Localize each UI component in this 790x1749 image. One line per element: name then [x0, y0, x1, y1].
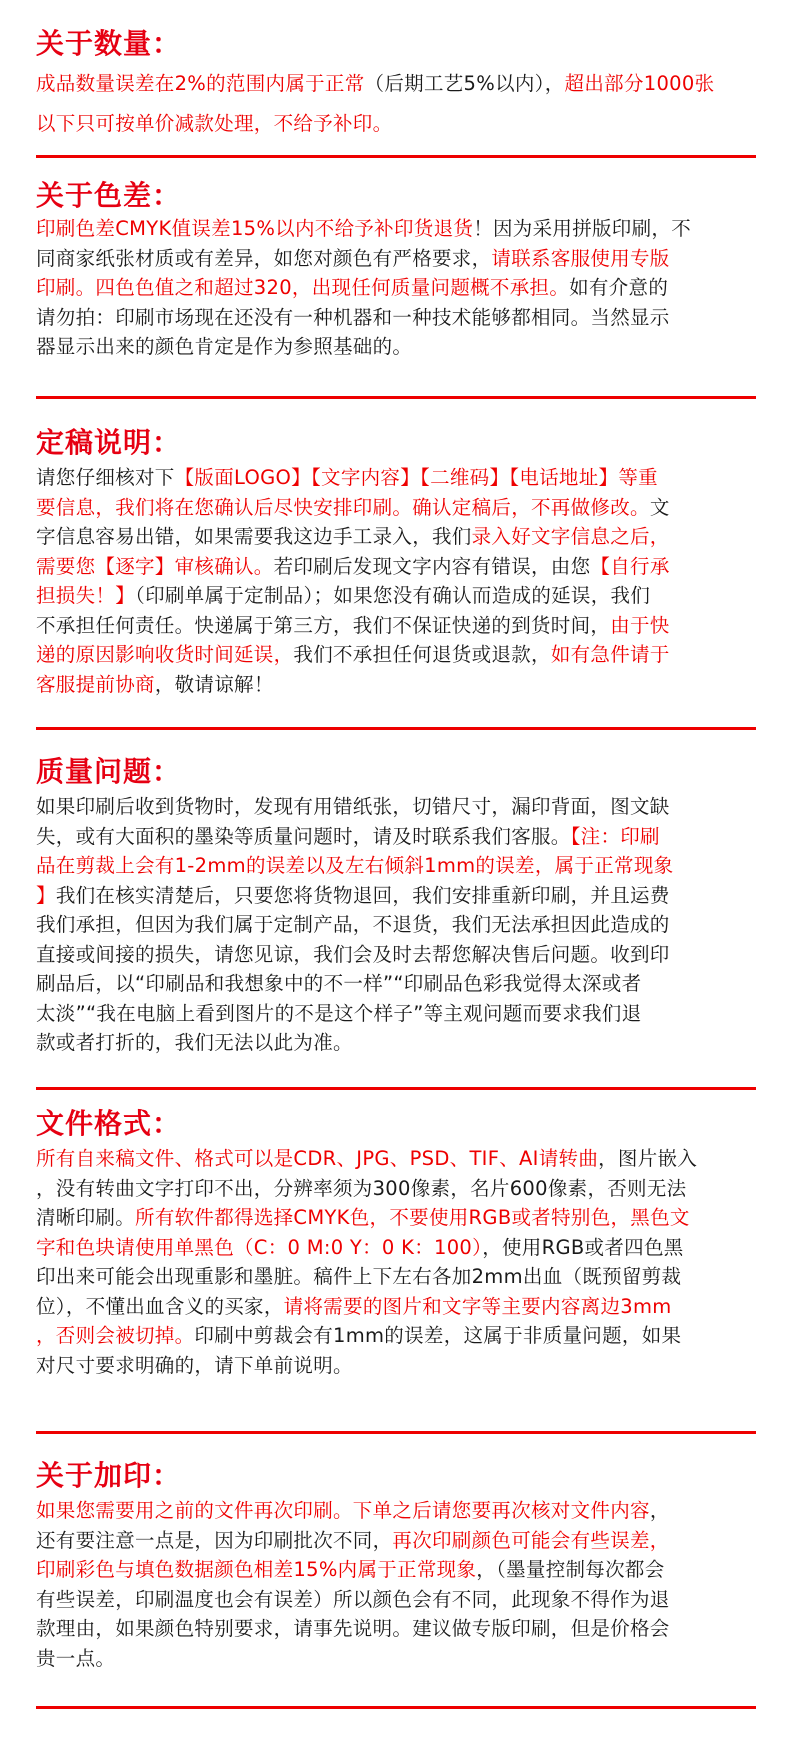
highlighted-text: 如果您需要用之前的文件再次印刷。下单之后请您要再次核对文件内容 — [36, 1499, 650, 1522]
text-line — [36, 1526, 756, 1556]
text-line — [36, 822, 756, 852]
section-body — [36, 64, 756, 144]
section-title: 关于加印： — [36, 1459, 182, 1492]
text-line — [36, 1174, 756, 1204]
text-line — [36, 1496, 756, 1526]
body-text: 如有介意的 — [569, 276, 669, 299]
text-line — [36, 273, 756, 303]
body-text: 我们不承担任何退货或退款， — [293, 643, 551, 666]
text-line — [36, 1321, 756, 1351]
divider — [36, 1087, 756, 1090]
text-line — [36, 463, 756, 493]
body-text: ，图片嵌入 — [598, 1147, 698, 1170]
highlighted-text: 录入好文字信息之后， — [471, 525, 670, 548]
highlighted-text: 【注：印刷 — [570, 824, 660, 848]
highlighted-text: 成品数量误差在2%的范围内属于正常 — [36, 72, 365, 95]
text-line — [36, 1028, 756, 1058]
body-text: 器显示出来的颜色肯定是作为参照基础的。 — [36, 335, 413, 358]
text-line — [36, 1144, 756, 1174]
highlighted-text: 所有软件都得选择CMYK色，不要使用RGB或者特别色，黑色文 — [135, 1206, 690, 1229]
divider — [36, 727, 756, 730]
text-line — [36, 1203, 756, 1233]
text-line — [36, 940, 756, 970]
body-text: 字信息容易出错，如果需要我这边手工录入，我们 — [36, 525, 472, 548]
section-color-difference — [36, 178, 756, 362]
highlighted-text: 所有自来稿文件、格式可以是CDR、JPG、PSD、TIF、AI请转曲 — [36, 1147, 599, 1170]
body-text: 款或者打折的，我们无法以此为准。 — [36, 1031, 353, 1054]
text-line — [36, 1585, 756, 1615]
text-line — [36, 999, 756, 1029]
body-text: 还有要注意一点是，因为印刷批次不同， — [36, 1528, 393, 1552]
body-text: ， — [649, 1499, 670, 1522]
highlighted-text: 递的原因影响收货时间延误， — [36, 643, 294, 666]
body-text: 位），不懂出血含义的买家， — [36, 1294, 284, 1318]
highlighted-text: 如有急件请于 — [550, 643, 670, 666]
divider — [36, 1431, 756, 1434]
body-text: ，敬请谅解！ — [154, 672, 274, 696]
section-title: 定稿说明： — [36, 426, 182, 459]
body-text: 印出来可能会出现重影和墨脏。稿件上下左右各加2mm出血（既预留剪裁 — [36, 1265, 682, 1288]
text-line — [36, 670, 756, 700]
text-line — [36, 493, 756, 523]
body-text: 刷品后，以“印刷品和我想象中的不一样”“印刷品色彩我觉得太深或者 — [36, 972, 642, 995]
text-line — [36, 640, 756, 670]
section-title: 质量问题： — [36, 755, 182, 788]
text-line — [36, 792, 756, 822]
highlighted-text: 品在剪裁上会有1-2mm的误差以及左右倾斜1mm的误差，属于正常现象 — [36, 854, 674, 877]
divider — [36, 1706, 756, 1709]
body-text: ，使用RGB或者四色黑 — [482, 1235, 684, 1259]
body-text: 失，或有大面积的墨染等质量问题时，请及时联系我们客服。 — [36, 824, 571, 848]
body-text: 款理由，如果颜色特别要求，请事先说明。建议做专版印刷，但是价格会 — [36, 1617, 670, 1640]
text-line — [36, 104, 756, 144]
section-final-draft — [36, 425, 756, 699]
text-line — [36, 303, 756, 333]
body-text: 若印刷后发现文字内容有错误，由您 — [273, 554, 591, 578]
highlighted-text: 再次印刷颜色可能会有些误差， — [392, 1528, 670, 1552]
body-text: 印刷中剪裁会有1mm的误差，这属于非质量问题，如果 — [194, 1324, 682, 1347]
highlighted-text: 由于快 — [610, 613, 670, 637]
text-line — [36, 1555, 756, 1585]
body-text: ！因为采用拼版印刷，不 — [473, 217, 691, 240]
body-text: （后期工艺5%以内）， — [364, 72, 565, 95]
text-line — [36, 214, 756, 244]
section-body — [36, 1144, 756, 1380]
divider — [36, 396, 756, 399]
section-file-format — [36, 1106, 756, 1380]
body-text: 我们在核实清楚后，只要您将货物退回，我们安排重新印刷，并且运费 — [55, 883, 670, 907]
text-line — [36, 1614, 756, 1644]
highlighted-text: ，否则会被切掉。 — [36, 1324, 195, 1347]
text-line — [36, 244, 756, 274]
body-text: 清晰印刷。 — [36, 1206, 136, 1229]
highlighted-text: 超出部分1000张 — [564, 72, 715, 95]
body-text: 直接或间接的损失，请您见谅，我们会及时去帮您解决售后问题。收到印 — [36, 942, 670, 966]
section-quantity — [36, 26, 756, 144]
text-line — [36, 1262, 756, 1292]
section-title: 关于色差： — [36, 179, 182, 212]
body-text: 如果印刷后收到货物时，发现有用错纸张，切错尺寸，漏印背面，图文缺 — [36, 795, 670, 818]
highlighted-text: 请将需要的图片和文字等主要内容离边3mm — [283, 1294, 672, 1318]
highlighted-text: 印刷色差CMYK值误差15%以内不给予补印货退货 — [36, 217, 474, 240]
section-body — [36, 792, 756, 1058]
section-body — [36, 214, 756, 362]
body-text: 贵一点。 — [36, 1646, 116, 1670]
highlighted-text: 客服提前协商 — [36, 672, 155, 696]
section-body — [36, 1496, 756, 1673]
text-line — [36, 611, 756, 641]
text-line — [36, 969, 756, 999]
text-line — [36, 64, 756, 104]
body-text: 不承担任何责任。快递属于第三方，我们不保证快递的到货时间， — [36, 613, 611, 637]
body-text: 同商家纸张材质或有差异，如您对颜色有严格要求， — [36, 246, 492, 270]
text-line — [36, 1644, 756, 1674]
section-body — [36, 463, 756, 699]
highlighted-text: 印刷。四色色值之和超过320，出现任何质量问题概不承担。 — [36, 276, 570, 299]
body-text: ，（墨量控制每次都会 — [476, 1558, 665, 1581]
body-text: 对尺寸要求明确的，请下单前说明。 — [36, 1353, 353, 1377]
body-text: 我们承担，但因为我们属于定制产品，不退货，我们无法承担因此造成的 — [36, 913, 670, 936]
text-line — [36, 881, 756, 911]
text-line — [36, 581, 756, 611]
text-line — [36, 851, 756, 881]
body-text: 请您仔细核对下 — [36, 466, 175, 489]
section-reprint — [36, 1458, 756, 1673]
body-text: （印刷单属于定制品）；如果您没有确认而造成的延误，我们 — [135, 584, 651, 607]
body-text: 太淡”“我在电脑上看到图片的不是这个样子”等主观问题而要求我们退 — [36, 1001, 642, 1025]
highlighted-text: 印刷彩色与填色数据颜色相差15%内属于正常现象 — [36, 1558, 477, 1581]
text-line — [36, 1233, 756, 1263]
highlighted-text: 要信息，我们将在您确认后尽快安排印刷。确认定稿后，不再做修改。 — [36, 495, 650, 519]
divider — [36, 155, 756, 158]
highlighted-text: 字和色块请使用单黑色（C：0 M:0 Y：0 K：100） — [36, 1235, 483, 1259]
highlighted-text: 担损失！】 — [36, 584, 136, 607]
body-text: 有些误差，印刷温度也会有误差）所以颜色会有不同，此现象不得作为退 — [36, 1587, 670, 1611]
highlighted-text: 【版面LOGO】【文字内容】【二维码】【电话地址】等重 — [174, 466, 658, 489]
section-title: 关于数量： — [36, 27, 182, 60]
body-text: ，没有转曲文字打印不出，分辨率须为300像素，名片600像素，否则无法 — [36, 1176, 687, 1200]
section-quality-issues — [36, 754, 756, 1058]
section-title: 文件格式： — [36, 1107, 182, 1140]
body-text: 请勿拍：印刷市场现在还没有一种机器和一种技术能够都相同。当然显示 — [36, 305, 670, 329]
highlighted-text: 请联系客服使用专版 — [491, 246, 670, 270]
text-line — [36, 522, 756, 552]
highlighted-text: 以下只可按单价减款处理，不给予补印。 — [36, 112, 393, 135]
highlighted-text: 【自行承 — [590, 554, 670, 578]
text-line — [36, 910, 756, 940]
text-line — [36, 552, 756, 582]
highlighted-text: 】 — [36, 883, 56, 907]
body-text: 文 — [649, 495, 670, 519]
text-line — [36, 1292, 756, 1322]
text-line — [36, 332, 756, 362]
highlighted-text: 需要您【逐字】审核确认。 — [36, 554, 274, 578]
text-line — [36, 1351, 756, 1381]
